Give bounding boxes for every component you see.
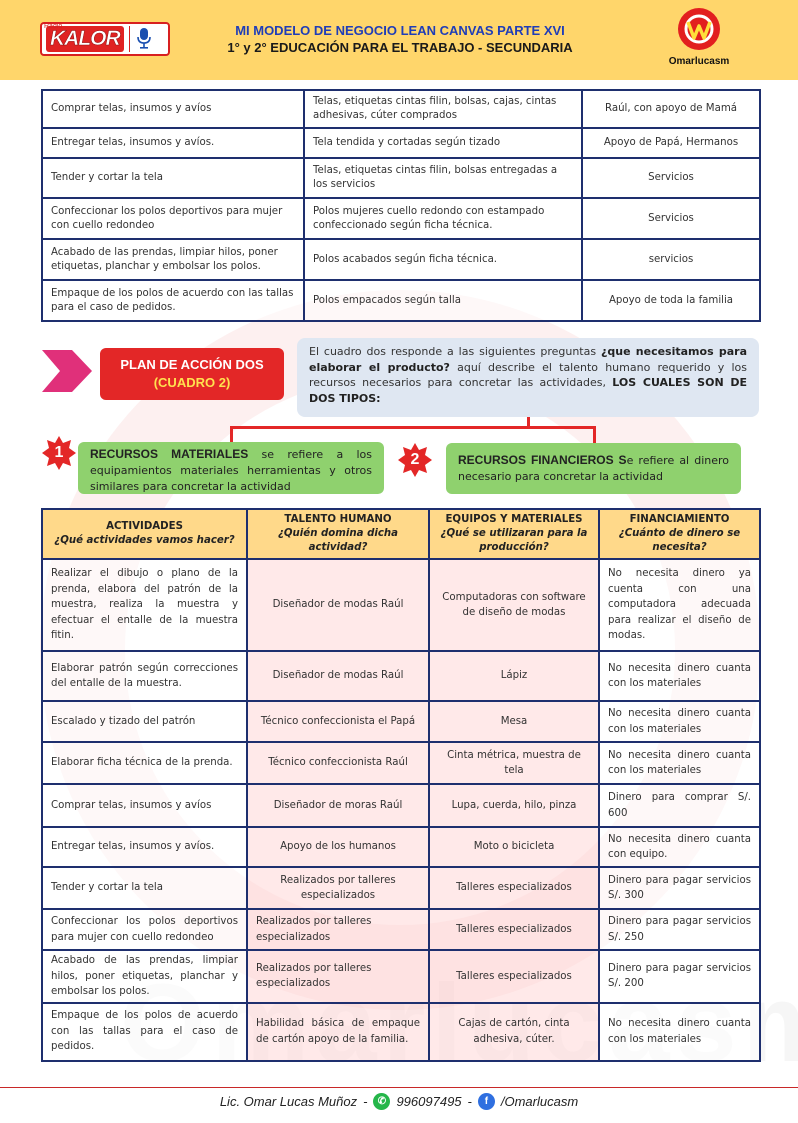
table-row xyxy=(42,1003,760,1061)
talent-cell: Técnico confeccionista el Papá xyxy=(247,701,429,742)
omarlucasm-logo-icon xyxy=(678,8,720,50)
footer-separator: - xyxy=(467,1094,472,1109)
materials-title: RECURSOS MATERIALES xyxy=(90,447,249,461)
responsible-cell: servicios xyxy=(582,239,760,280)
header-title: TALENTO HUMANO xyxy=(284,514,392,525)
equipment-cell: Cinta métrica, muestra de tela xyxy=(429,742,599,784)
logo-small-text: Radio xyxy=(44,23,63,30)
equipment-cell: Talleres especializados xyxy=(429,909,599,950)
materials-desc: se refiere a los equipamientos materiales herramientas y otros similares para concretar la actividad xyxy=(90,448,373,493)
funding-cell: No necesita dinero cuanta con los materiales xyxy=(599,1003,760,1061)
equipment-cell: Moto o bicicleta xyxy=(429,827,599,867)
talent-cell: Realizados por talleres especializados xyxy=(247,950,429,1003)
funding-cell: No necesita dinero cuanta con equipo. xyxy=(599,827,760,867)
funding-cell: No necesita dinero cuanta con los materiales xyxy=(599,742,760,784)
talent-cell: Apoyo de los humanos xyxy=(247,827,429,867)
equipment-cell: Talleres especializados xyxy=(429,867,599,909)
header-question: ¿Qué actividades vamos hacer? xyxy=(54,535,235,546)
table-row xyxy=(42,784,760,827)
activity-cell: Tender y cortar la tela xyxy=(42,158,304,198)
talent-cell: Técnico confeccionista Raúl xyxy=(247,742,429,784)
activity-cell: Acabado de las prendas, limpiar hilos, poner etiquetas, planchar y embolsar los polos. xyxy=(42,950,247,1003)
title-line-1: MI MODELO DE NEGOCIO LEAN CANVAS PARTE XVI xyxy=(235,23,565,38)
equipment-cell: Talleres especializados xyxy=(429,950,599,1003)
table-row xyxy=(42,239,760,280)
responsible-cell: Servicios xyxy=(582,158,760,198)
plan-title: PLAN DE ACCIÓN DOS xyxy=(120,357,264,372)
header-question: ¿Qué se utilizaran para la producción? xyxy=(440,528,588,553)
equipment-cell: Computadoras con software de diseño de modas xyxy=(429,559,599,651)
materials-resources-box xyxy=(78,442,384,494)
table-row xyxy=(42,701,760,742)
talent-cell: Diseñador de moras Raúl xyxy=(247,784,429,827)
activity-cell: Confeccionar los polos deportivos para mujer con cuello redondeo xyxy=(42,198,304,239)
responsible-cell: Apoyo de Papá, Hermanos xyxy=(582,128,760,158)
info-text-c: aquí describe el talento humano requerido y los recursos necesarios para concretar las actividades, xyxy=(309,360,747,389)
plan-subtitle: (CUADRO 2) xyxy=(153,375,231,390)
header-human-talent xyxy=(247,509,429,559)
table-row xyxy=(42,128,760,158)
table-header-row xyxy=(42,509,760,559)
financial-desc: e refiere al dinero necesario para concretar la actividad xyxy=(458,454,729,483)
info-text-a: El cuadro dos responde a las siguientes preguntas xyxy=(309,345,601,358)
table-row xyxy=(42,909,760,950)
connector-line xyxy=(230,426,596,429)
activity-cell: Elaborar ficha técnica de la prenda. xyxy=(42,742,247,784)
equipment-cell: Cajas de cartón, cinta adhesiva, cúter. xyxy=(429,1003,599,1061)
header-title: EQUIPOS Y MATERIALES xyxy=(445,514,583,525)
result-cell: Tela tendida y cortadas según tizado xyxy=(304,128,582,158)
funding-cell: Dinero para pagar servicios S/. 200 xyxy=(599,950,760,1003)
footer-phone: 996097495 xyxy=(396,1094,462,1109)
info-text-b: ¿que necesitamos para elaborar el producto? xyxy=(309,345,747,374)
header-question: ¿Cuánto de dinero se necesita? xyxy=(618,528,741,553)
facebook-icon: f xyxy=(478,1093,495,1110)
financial-title: RECURSOS FINANCIEROS S xyxy=(458,453,627,467)
talent-cell: Diseñador de modas Raúl xyxy=(247,559,429,651)
activity-cell: Tender y cortar la tela xyxy=(42,867,247,909)
table-row xyxy=(42,950,760,1003)
funding-cell: Dinero para comprar S/. 600 xyxy=(599,784,760,827)
title-line-2: 1° y 2° EDUCACIÓN PARA EL TRABAJO - SECUNDARIA xyxy=(227,40,573,55)
table-row xyxy=(42,90,760,128)
footer-social: /Omarlucasm xyxy=(500,1094,579,1109)
badge-number: 1 xyxy=(54,444,64,461)
talent-cell: Habilidad básica de empaque de cartón apoyo de la familia. xyxy=(247,1003,429,1061)
footer-author: Lic. Omar Lucas Muñoz xyxy=(219,1094,358,1109)
number-badge-1 xyxy=(42,436,76,470)
logo-divider xyxy=(129,26,130,52)
header-title: ACTIVIDADES xyxy=(106,521,183,532)
result-cell: Polos empacados según talla xyxy=(304,280,582,321)
activity-cell: Comprar telas, insumos y avíos xyxy=(42,90,304,128)
result-cell: Polos acabados según ficha técnica. xyxy=(304,239,582,280)
table-row xyxy=(42,867,760,909)
page-title xyxy=(190,22,610,56)
funding-cell: No necesita dinero ya cuenta con una computadora adecuada para realizar el diseño de modas. xyxy=(599,559,760,651)
table-row xyxy=(42,651,760,701)
funding-cell: Dinero para pagar servicios S/. 250 xyxy=(599,909,760,950)
activities-table-1 xyxy=(41,89,761,322)
financial-resources-box xyxy=(446,443,741,494)
footer-divider xyxy=(0,1087,798,1088)
responsible-cell: Servicios xyxy=(582,198,760,239)
equipment-cell: Lápiz xyxy=(429,651,599,701)
talent-cell: Realizados por talleres especializados xyxy=(247,909,429,950)
funding-cell: No necesita dinero cuanta con los materiales xyxy=(599,701,760,742)
header-activities xyxy=(42,509,247,559)
activity-cell: Elaborar patrón según correcciones del entalle de la muestra. xyxy=(42,651,247,701)
table-row xyxy=(42,742,760,784)
table-1-body xyxy=(42,90,760,321)
connector-line xyxy=(593,426,596,444)
info-text-d: LOS CUALES SON DE DOS TIPOS: xyxy=(309,376,747,405)
table-row xyxy=(42,280,760,321)
funding-cell: No necesita dinero cuanta con los materiales xyxy=(599,651,760,701)
responsible-cell: Raúl, con apoyo de Mamá xyxy=(582,90,760,128)
omarlucasm-brand xyxy=(664,8,734,67)
activity-cell: Comprar telas, insumos y avíos xyxy=(42,784,247,827)
number-badge-2 xyxy=(398,443,432,477)
table-row xyxy=(42,559,760,651)
activity-cell: Realizar el dibujo o plano de la prenda, elabora del patrón de la muestra, realiza la muestra y efectuar el entalle de la muestra fitin. xyxy=(42,559,247,651)
activity-cell: Entregar telas, insumos y avíos. xyxy=(42,128,304,158)
activity-cell: Entregar telas, insumos y avíos. xyxy=(42,827,247,867)
table-row xyxy=(42,158,760,198)
funding-cell: Dinero para pagar servicios S/. 300 xyxy=(599,867,760,909)
equipment-cell: Mesa xyxy=(429,701,599,742)
activity-cell: Acabado de las prendas, limpiar hilos, poner etiquetas, planchar y embolsar los polos. xyxy=(42,239,304,280)
microphone-icon xyxy=(136,27,152,52)
table-row xyxy=(42,827,760,867)
result-cell: Telas, etiquetas cintas filin, bolsas, cajas, cintas adhesivas, cúter comprados xyxy=(304,90,582,128)
footer-separator: - xyxy=(363,1094,368,1109)
whatsapp-icon: ✆ xyxy=(373,1093,390,1110)
table-2-body xyxy=(42,559,760,1061)
result-cell: Polos mujeres cuello redondo con estampado confeccionado según ficha técnica. xyxy=(304,198,582,239)
badge-number: 2 xyxy=(410,451,420,468)
activity-cell: Confeccionar los polos deportivos para mujer con cuello redondeo xyxy=(42,909,247,950)
radio-kalor-logo xyxy=(40,22,170,56)
logo-word: KALOR xyxy=(46,26,124,52)
page-header xyxy=(0,0,798,80)
activity-cell: Escalado y tizado del patrón xyxy=(42,701,247,742)
equipment-cell: Lupa, cuerda, hilo, pinza xyxy=(429,784,599,827)
info-box xyxy=(297,338,759,417)
chevron-right-icon xyxy=(42,350,92,392)
action-plan-table-2 xyxy=(41,508,761,1062)
header-funding xyxy=(599,509,760,559)
page-footer xyxy=(0,1093,798,1110)
brand-name: Omarlucasm xyxy=(668,56,730,67)
result-cell: Telas, etiquetas cintas filin, bolsas entregadas a los servicios xyxy=(304,158,582,198)
responsible-cell: Apoyo de toda la familia xyxy=(582,280,760,321)
table-row xyxy=(42,198,760,239)
activity-cell: Empaque de los polos de acuerdo con las tallas para el caso de pedidos. xyxy=(42,1003,247,1061)
header-equipment xyxy=(429,509,599,559)
header-question: ¿Quién domina dicha actividad? xyxy=(277,528,399,553)
talent-cell: Realizados por talleres especializados xyxy=(247,867,429,909)
activity-cell: Empaque de los polos de acuerdo con las tallas para el caso de pedidos. xyxy=(42,280,304,321)
header-title: FINANCIAMIENTO xyxy=(629,514,730,525)
plan-title-box xyxy=(100,348,284,400)
talent-cell: Diseñador de modas Raúl xyxy=(247,651,429,701)
